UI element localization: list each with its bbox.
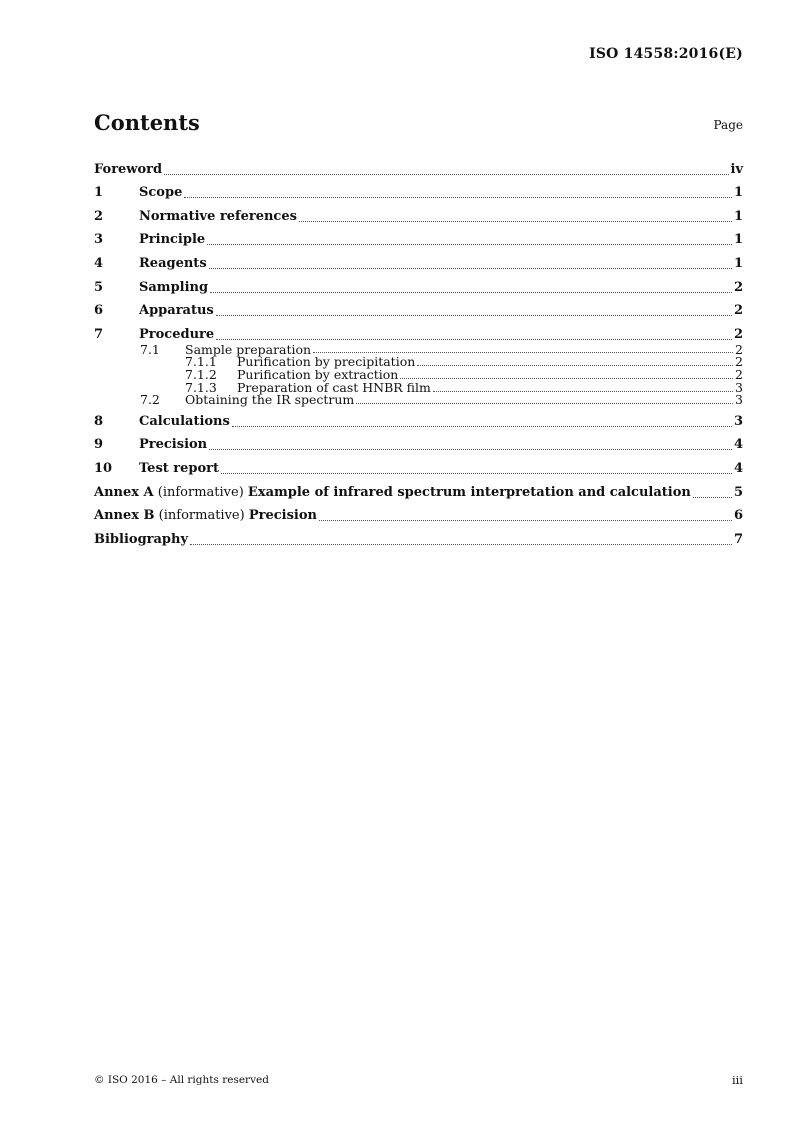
dot-leader — [221, 473, 732, 474]
toc-entry-scope[interactable] — [94, 179, 743, 203]
toc-entry-apparatus[interactable] — [94, 297, 743, 321]
toc-entry-page: 7 — [733, 531, 743, 547]
toc-entry-number: 7 — [94, 326, 104, 342]
toc-entry-number: 6 — [94, 303, 104, 319]
toc-entry-page: 2 — [735, 367, 743, 383]
toc-entry-number: 7.1.2 — [185, 367, 217, 383]
toc-entry-number: 5 — [94, 279, 104, 295]
toc-entry-number: 3 — [94, 232, 104, 248]
dot-leader — [164, 174, 728, 175]
toc-entry-title: Foreword — [94, 161, 163, 177]
toc-entry-page: 4 — [733, 460, 743, 476]
toc-entry-page: 1 — [733, 208, 743, 224]
toc-entry-foreword[interactable] — [94, 155, 743, 179]
toc-entry-number: 4 — [94, 255, 104, 271]
annex-title: Example of infrared spectrum interpretation and calculation — [247, 484, 691, 500]
toc-entry-page: 2 — [733, 326, 743, 342]
toc-entry-obtaining-ir-spectrum[interactable] — [94, 392, 743, 408]
toc-entry-title-group — [94, 484, 691, 502]
toc-entry-test-report[interactable] — [94, 454, 743, 478]
dot-leader — [356, 403, 733, 404]
toc-entry-procedure[interactable] — [94, 320, 743, 344]
dot-leader — [216, 315, 732, 316]
toc-entry-normative-references[interactable] — [94, 202, 743, 226]
toc-entry-reagents[interactable] — [94, 249, 743, 273]
dot-leader — [417, 365, 733, 366]
toc-entry-page: 1 — [733, 255, 743, 271]
toc-entry-page: 3 — [735, 379, 743, 395]
toc-entry-number: 7.1.1 — [185, 354, 217, 370]
toc-entry-sampling[interactable] — [94, 273, 743, 297]
toc-entry-page: iv — [730, 161, 743, 177]
toc-entry-page: 5 — [733, 484, 743, 500]
contents-title: Contents — [94, 110, 200, 135]
toc-entry-title: Purification by precipitation — [237, 354, 416, 370]
toc-entry-page: 4 — [733, 437, 743, 453]
toc-entry-page: 2 — [733, 303, 743, 319]
annex-title: Precision — [248, 508, 317, 524]
dot-leader — [216, 339, 732, 340]
toc-entry-page: 1 — [733, 232, 743, 248]
page-column-label: Page — [713, 118, 743, 132]
dot-leader — [207, 244, 732, 245]
toc-entry-title: Reagents — [139, 255, 207, 271]
toc-entry-annex-a[interactable] — [94, 478, 743, 502]
dot-leader — [299, 221, 732, 222]
toc-entry-page: 2 — [735, 354, 743, 370]
toc-entry-title: Purification by extraction — [237, 367, 399, 383]
toc-entry-title: Sample preparation — [185, 341, 312, 357]
toc-entry-principle[interactable] — [94, 226, 743, 250]
toc-entry-page: 6 — [733, 508, 743, 524]
toc-entry-page: 2 — [733, 279, 743, 295]
toc-entry-title: Preparation of cast HNBR film — [237, 379, 431, 395]
dot-leader — [209, 268, 732, 269]
toc-entry-title: Principle — [139, 232, 206, 248]
toc-entry-title: Calculations — [139, 413, 230, 429]
toc-entry-title: Scope — [139, 185, 183, 201]
toc-entry-precision[interactable] — [94, 431, 743, 455]
toc-entry-title-group — [94, 507, 317, 525]
toc-entry-bibliography[interactable] — [94, 525, 743, 549]
table-of-contents — [94, 155, 743, 549]
dot-leader — [433, 391, 733, 392]
toc-entry-number: 7.2 — [140, 392, 160, 408]
dot-leader — [313, 352, 733, 353]
dot-leader — [210, 292, 732, 293]
toc-entry-number: 1 — [94, 185, 104, 201]
page-number: iii — [731, 1073, 743, 1087]
toc-entry-page: 3 — [733, 413, 743, 429]
toc-entry-calculations[interactable] — [94, 407, 743, 431]
document-id: ISO 14558:2016(E) — [589, 46, 743, 62]
dot-leader — [190, 544, 732, 545]
toc-entry-title: Obtaining the IR spectrum — [185, 392, 355, 408]
dot-leader — [693, 497, 732, 498]
toc-entry-title: Normative references — [139, 208, 297, 224]
toc-entry-number: 8 — [94, 413, 104, 429]
copyright-notice: © ISO 2016 – All rights reserved — [94, 1074, 269, 1086]
annex-note: (informative) — [153, 484, 248, 500]
toc-entry-number: 2 — [94, 208, 104, 224]
dot-leader — [400, 378, 733, 379]
toc-entry-number: 7.1.3 — [185, 379, 217, 395]
toc-entry-title: Precision — [139, 437, 208, 453]
dot-leader — [184, 197, 732, 198]
annex-prefix: Annex B — [94, 508, 155, 524]
toc-entry-title: Sampling — [139, 279, 209, 295]
toc-entry-title: Apparatus — [139, 303, 214, 319]
dot-leader — [319, 520, 732, 521]
annex-prefix: Annex A — [94, 484, 154, 500]
toc-entry-title: Test report — [139, 460, 220, 476]
toc-entry-page: 2 — [735, 341, 743, 357]
toc-entry-page: 3 — [735, 392, 743, 408]
toc-entry-number: 9 — [94, 437, 104, 453]
toc-entry-number: 7.1 — [140, 341, 160, 357]
toc-entry-title: Procedure — [139, 326, 215, 342]
dot-leader — [209, 449, 732, 450]
dot-leader — [232, 426, 732, 427]
toc-entry-title: Bibliography — [94, 531, 189, 547]
toc-entry-number: 10 — [94, 460, 113, 476]
toc-entry-page: 1 — [733, 185, 743, 201]
annex-note: (informative) — [154, 508, 249, 524]
toc-entry-annex-b[interactable] — [94, 502, 743, 526]
